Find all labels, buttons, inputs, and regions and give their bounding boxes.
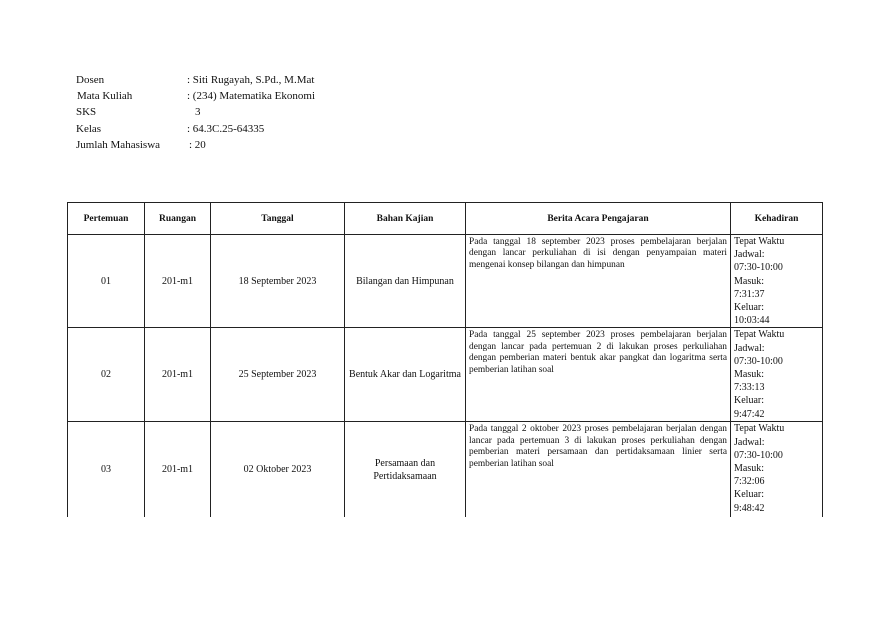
table-row: [68, 328, 823, 422]
berita-acara-table: [67, 202, 823, 517]
sks-label: SKS: [76, 106, 97, 119]
kehadiran-keluar-value: 10:03:44: [734, 315, 770, 327]
kehadiran-masuk-value: 7:33:13: [734, 382, 765, 394]
kehadiran-keluar-label: Keluar:: [734, 302, 764, 314]
cell-berita-acara: Pada tanggal 25 september 2023 proses pembelajaran berjalan dengan lancar pada pertemuan 2 di lakukan proses perkuliahan dengan pemberian materi bentuk akar pangkat dan logaritma serta pemberian latihan soal: [466, 328, 731, 422]
cell-ruangan: 201-m1: [145, 235, 211, 328]
header-tanggal: Tanggal: [211, 203, 345, 235]
kehadiran-masuk-value: 7:31:37: [734, 288, 765, 300]
cell-pertemuan: 03: [68, 422, 145, 518]
kehadiran-status: Tepat Waktu: [734, 329, 785, 341]
cell-tanggal: 02 Oktober 2023: [211, 422, 345, 518]
jumlah-value: : 20: [189, 138, 206, 151]
kehadiran-keluar-label: Keluar:: [734, 489, 764, 501]
mata-kuliah-value: : (234) Matematika Ekonomi: [187, 90, 315, 103]
info-row-kelas: [76, 121, 315, 137]
dosen-label: Dosen: [76, 74, 105, 86]
kehadiran-masuk-label: Masuk:: [734, 275, 764, 287]
header-pertemuan: Pertemuan: [68, 203, 145, 235]
cell-bahan-kajian: Persamaan dan Pertidaksamaan: [345, 422, 466, 518]
header-kehadiran: Kehadiran: [731, 203, 823, 235]
cell-ruangan: 201-m1: [145, 328, 211, 422]
kehadiran-jadwal-label: Jadwal:: [734, 249, 765, 261]
kehadiran-keluar-value: 9:47:42: [734, 408, 765, 420]
table-row: [68, 422, 823, 518]
header-bahan-kajian: Bahan Kajian: [345, 203, 466, 235]
kelas-label: Kelas: [76, 122, 102, 135]
cell-bahan-kajian: Bentuk Akar dan Logaritma: [345, 328, 466, 422]
mata-kuliah-label: Mata Kuliah: [77, 90, 133, 103]
cell-kehadiran: [731, 422, 823, 518]
info-row-dosen: [76, 72, 315, 88]
info-row-jumlah: [76, 137, 315, 153]
cell-kehadiran: [731, 328, 823, 422]
cell-bahan-kajian: Bilangan dan Himpunan: [345, 235, 466, 328]
kehadiran-jadwal-value: 07:30-10:00: [734, 355, 783, 367]
cell-berita-acara: Pada tanggal 2 oktober 2023 proses pembelajaran berjalan dengan lancar pada pertemuan 3 di lakukan proses perkuliahan dengan pemberian materi persamaan dan pertidaksamaan linier serta pemberian latihan soal: [466, 422, 731, 518]
course-info: [76, 72, 315, 153]
kehadiran-keluar-label: Keluar:: [734, 395, 764, 407]
jumlah-label: Jumlah Mahasiswa: [76, 138, 161, 151]
info-row-mata-kuliah: [76, 88, 315, 104]
cell-pertemuan: 02: [68, 328, 145, 422]
table-row: [68, 235, 823, 328]
dosen-value: : Siti Rugayah, S.Pd., M.Mat: [187, 74, 315, 86]
kehadiran-jadwal-label: Jadwal:: [734, 342, 765, 354]
cell-kehadiran: [731, 235, 823, 328]
cell-berita-acara: Pada tanggal 18 september 2023 proses pembelajaran berjalan dengan lancar perkuliahan di isi dengan penyampaian materi mengenai konsep bilangan dan himpunan: [466, 235, 731, 328]
kehadiran-status: Tepat Waktu: [734, 423, 785, 435]
info-row-sks: [76, 104, 315, 120]
cell-tanggal: 25 September 2023: [211, 328, 345, 422]
kehadiran-status: Tepat Waktu: [734, 236, 785, 247]
cell-pertemuan: 01: [68, 235, 145, 328]
cell-tanggal: 18 September 2023: [211, 235, 345, 328]
kehadiran-jadwal-value: 07:30-10:00: [734, 262, 783, 274]
table-header-row: [68, 203, 823, 235]
cell-ruangan: 201-m1: [145, 422, 211, 518]
kehadiran-keluar-value: 9:48:42: [734, 502, 765, 514]
kehadiran-masuk-label: Masuk:: [734, 463, 764, 475]
header-ruangan: Ruangan: [145, 203, 211, 235]
header-berita-acara: Berita Acara Pengajaran: [466, 203, 731, 235]
kehadiran-masuk-label: Masuk:: [734, 369, 764, 381]
kelas-value: : 64.3C.25-64335: [187, 122, 265, 135]
kehadiran-masuk-value: 7:32:06: [734, 476, 765, 488]
kehadiran-jadwal-label: Jadwal:: [734, 436, 765, 448]
sks-value: 3: [195, 106, 201, 119]
kehadiran-jadwal-value: 07:30-10:00: [734, 449, 783, 461]
